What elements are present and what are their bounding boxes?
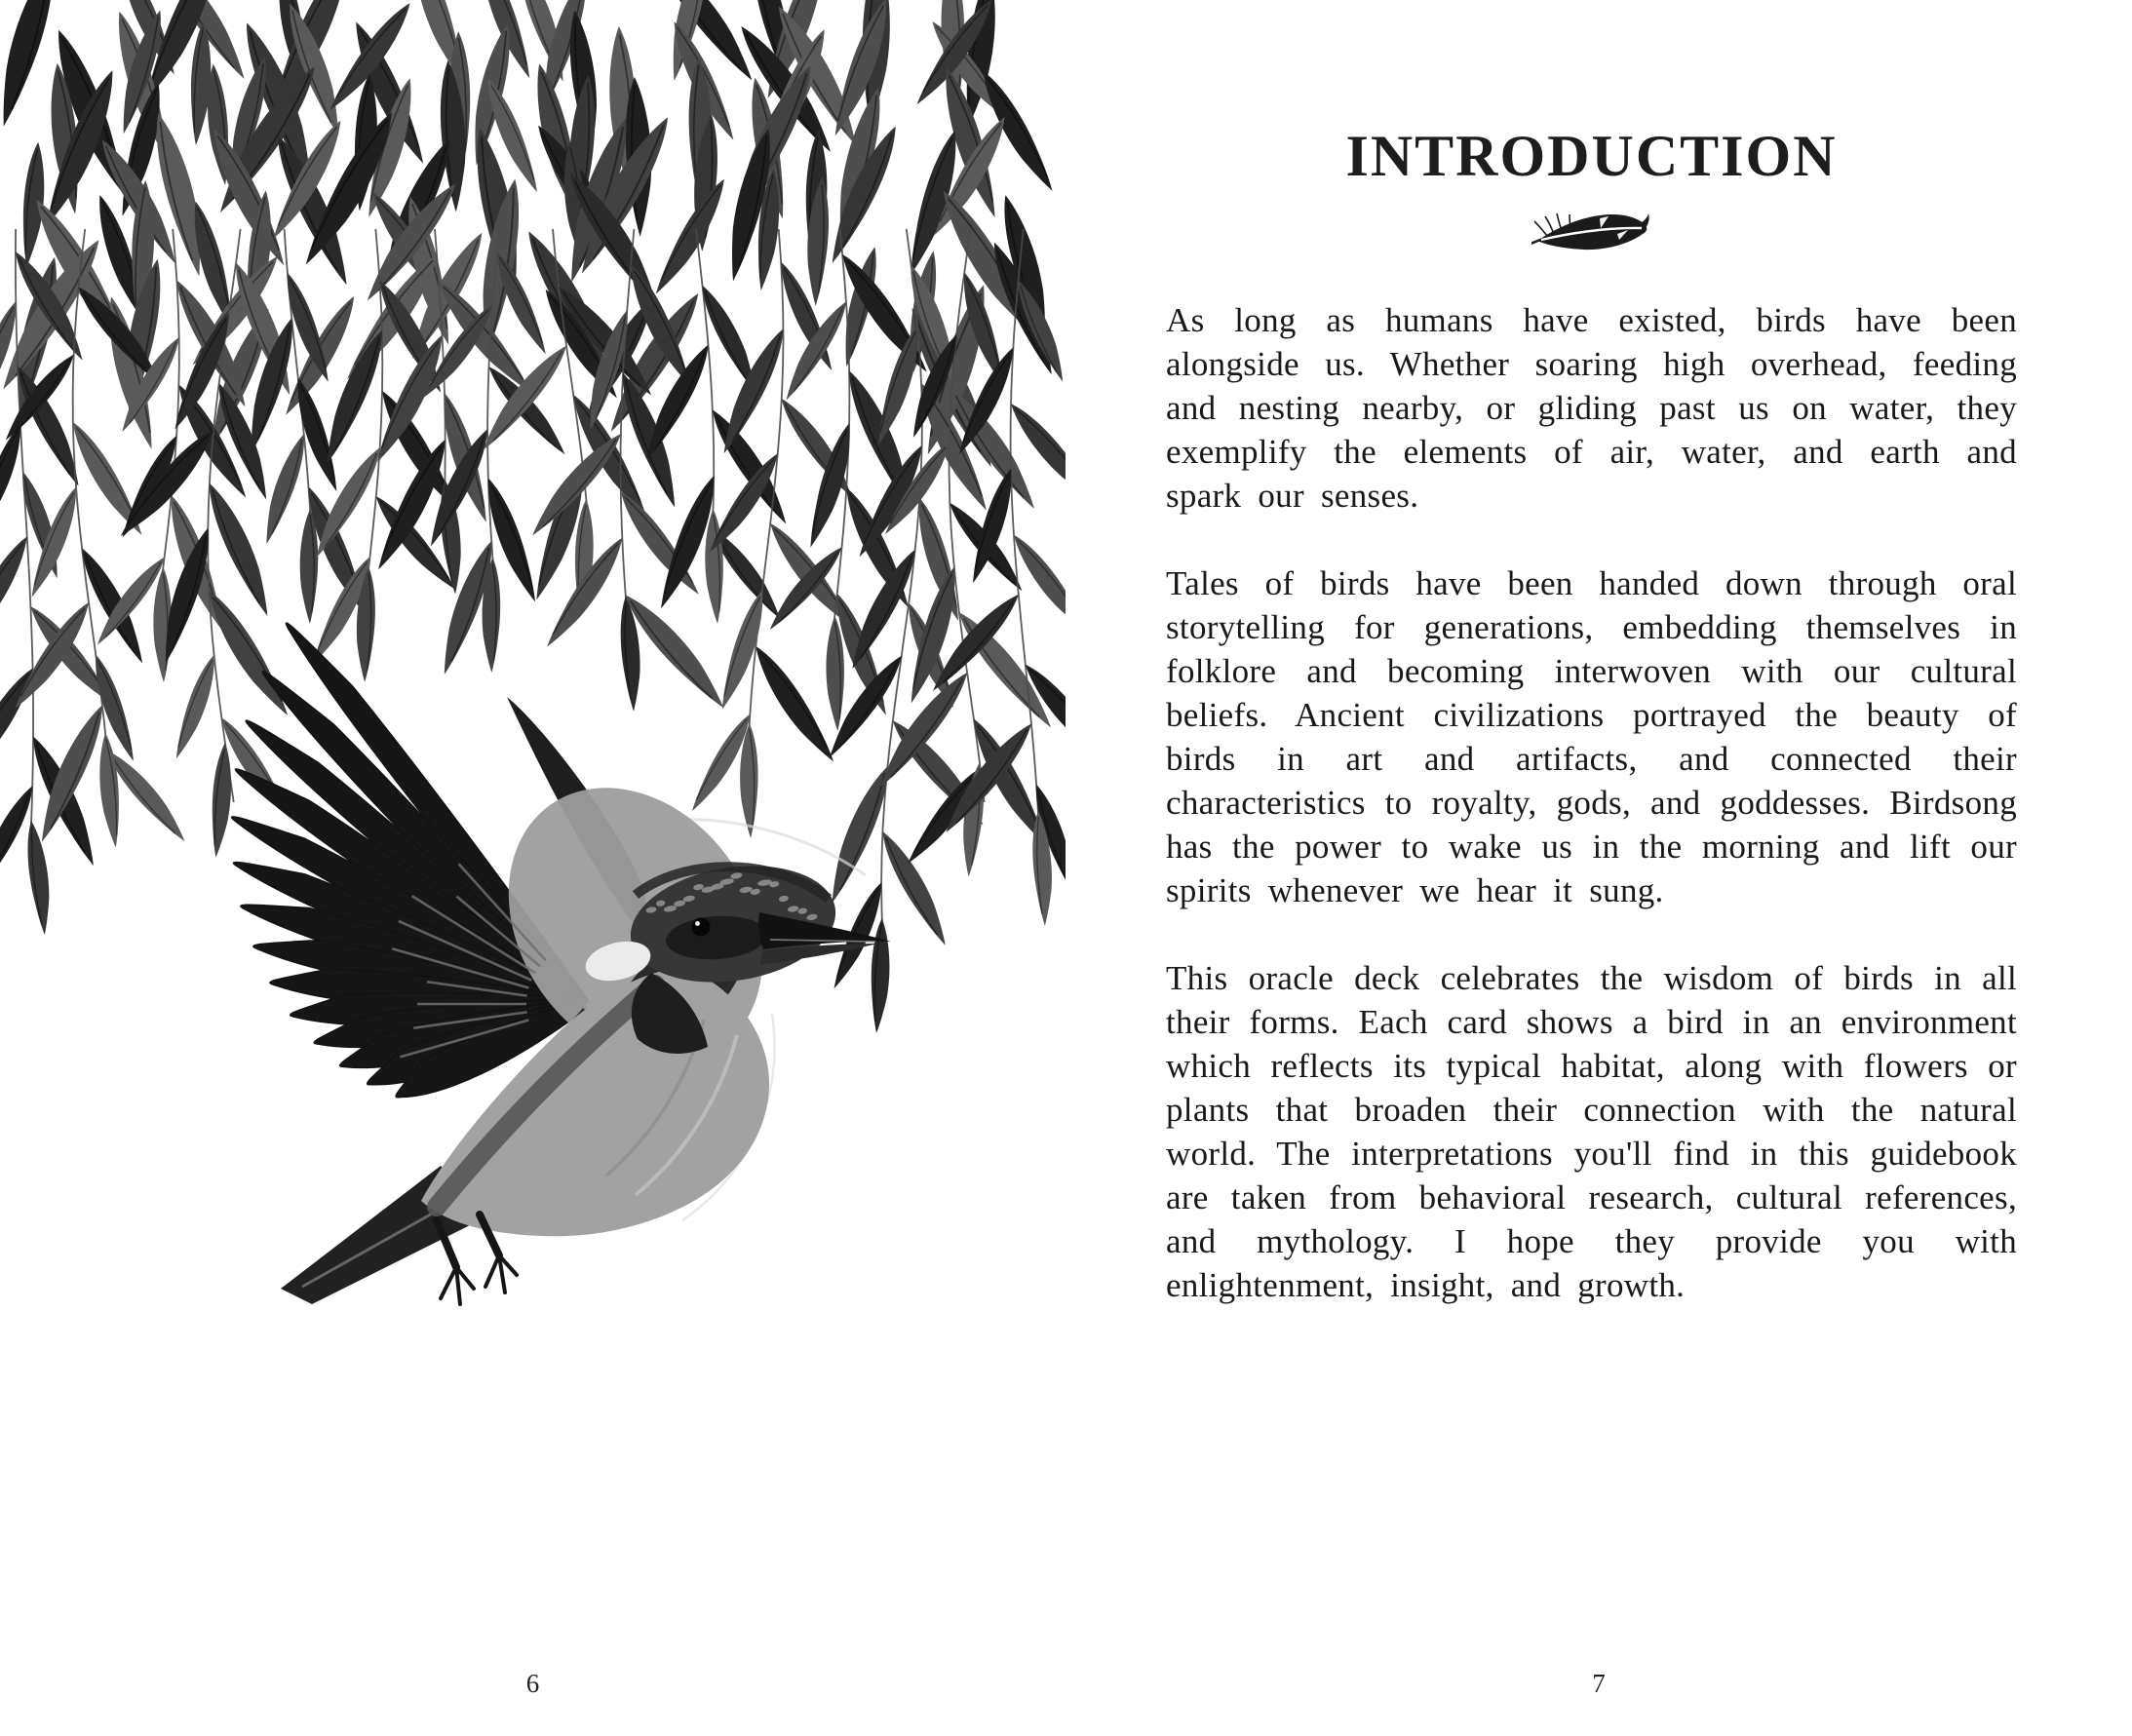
- page-right: [1066, 0, 2132, 1736]
- page-number-right: 7: [1592, 1669, 1606, 1698]
- text-column: [1166, 125, 2017, 1307]
- feather-ornament: [1166, 209, 2017, 255]
- feather-icon: [1531, 209, 1652, 255]
- intro-paragraph-3: This oracle deck celebrates the wisdom of birds in all their forms. Each card shows a bird in an environment which reflects its typical habitat, along with flowers or plants that broaden their connection with the natural world. The interpretations you'll find in this guidebook are taken from behavioral research, cultural references, and mythology. I hope they provide you with enlightenment, insight, and growth.: [1166, 959, 2017, 1304]
- intro-paragraph-2: Tales of birds have been handed down through oral storytelling for generations, embedding themselves in folklore and becoming interwoven with our cultural beliefs. Ancient civilizations portrayed the beauty of birds in art and artifacts, and connected their characteristics to royalty, gods, and goddesses. Birdsong has the power to wake us in the morning and lift our spirits whenever we hear it sung.: [1166, 564, 2017, 909]
- intro-paragraph-1: As long as humans have existed, birds have been alongside us. Whether soaring high overhead, feeding and nesting nearby, or gliding past us on water, they exemplify the elements of air, water, and earth and spark our senses.: [1166, 301, 2017, 515]
- page-number-left: 6: [525, 1669, 540, 1698]
- chapter-title: INTRODUCTION: [1345, 124, 1838, 188]
